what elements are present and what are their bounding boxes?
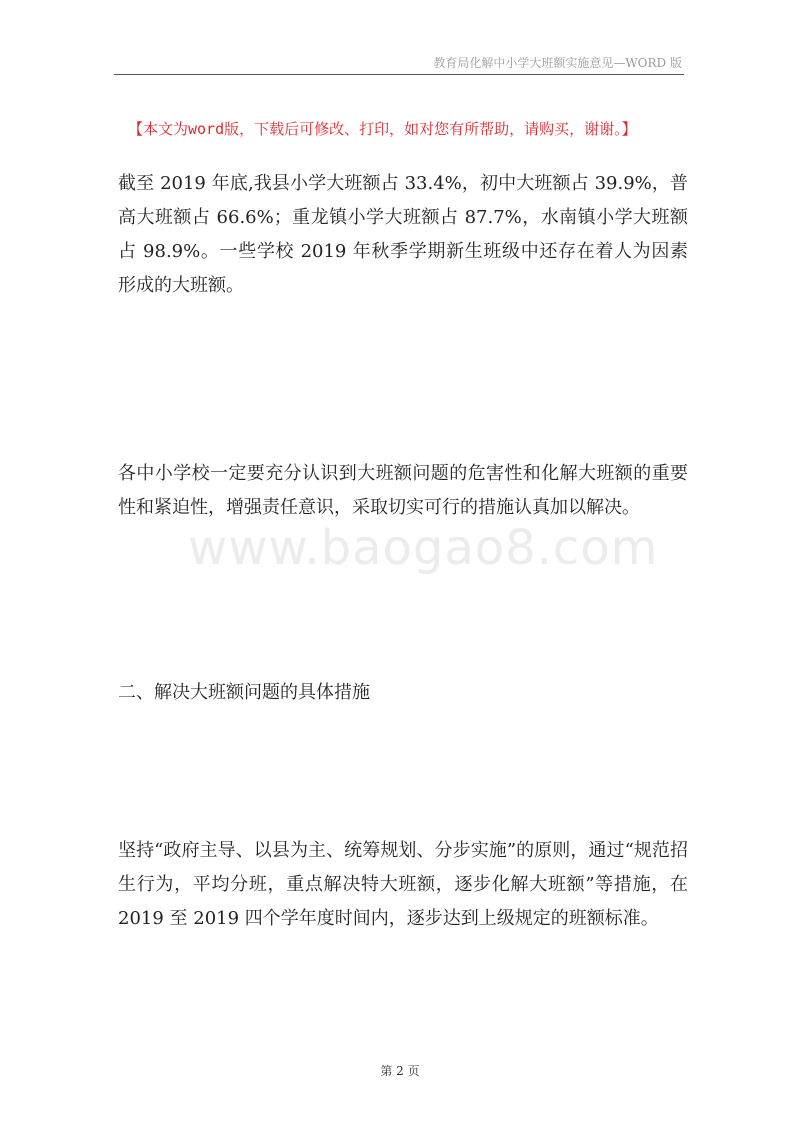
- watermark-text: www.baogao8.com: [188, 520, 659, 576]
- header-title: 教育局化解中小学大班额实施意见—WORD 版: [433, 56, 682, 70]
- paragraph-awareness: 各中小学校一定要充分认识到大班额问题的危害性和化解大班额的重要性和紧迫性，增强责任意识，采取切实可行的措施认真加以解决。: [118, 463, 688, 518]
- paragraph-statistics: 截至 2019 年底,我县小学大班额占 33.4%，初中大班额占 39.9%，普高大班额占 66.6%；重龙镇小学大班额占 87.7%，水南镇小学大班额占 98.9%。一些学校 2019 年秋季学期新生班级中还存在着人为因素形成的大班额。: [118, 173, 688, 296]
- page-number: 第 2 页: [380, 1064, 420, 1078]
- section-heading: 二、解决大班额问题的具体措施: [118, 682, 370, 703]
- download-notice: 【本文为word版，下载后可修改、打印，如对您有所帮助，请购买，谢谢。】: [128, 120, 637, 138]
- paragraph-principles: 坚持“政府主导、以县为主、统筹规划、分步实施”的原则，通过“规范招生行为，平均分班，重点解决特大班额，逐步化解大班额”等措施，在 2019 至 2019 四个学年度时间内，逐步达到上级规定的班额标准。: [118, 840, 688, 929]
- page-header: [114, 52, 684, 75]
